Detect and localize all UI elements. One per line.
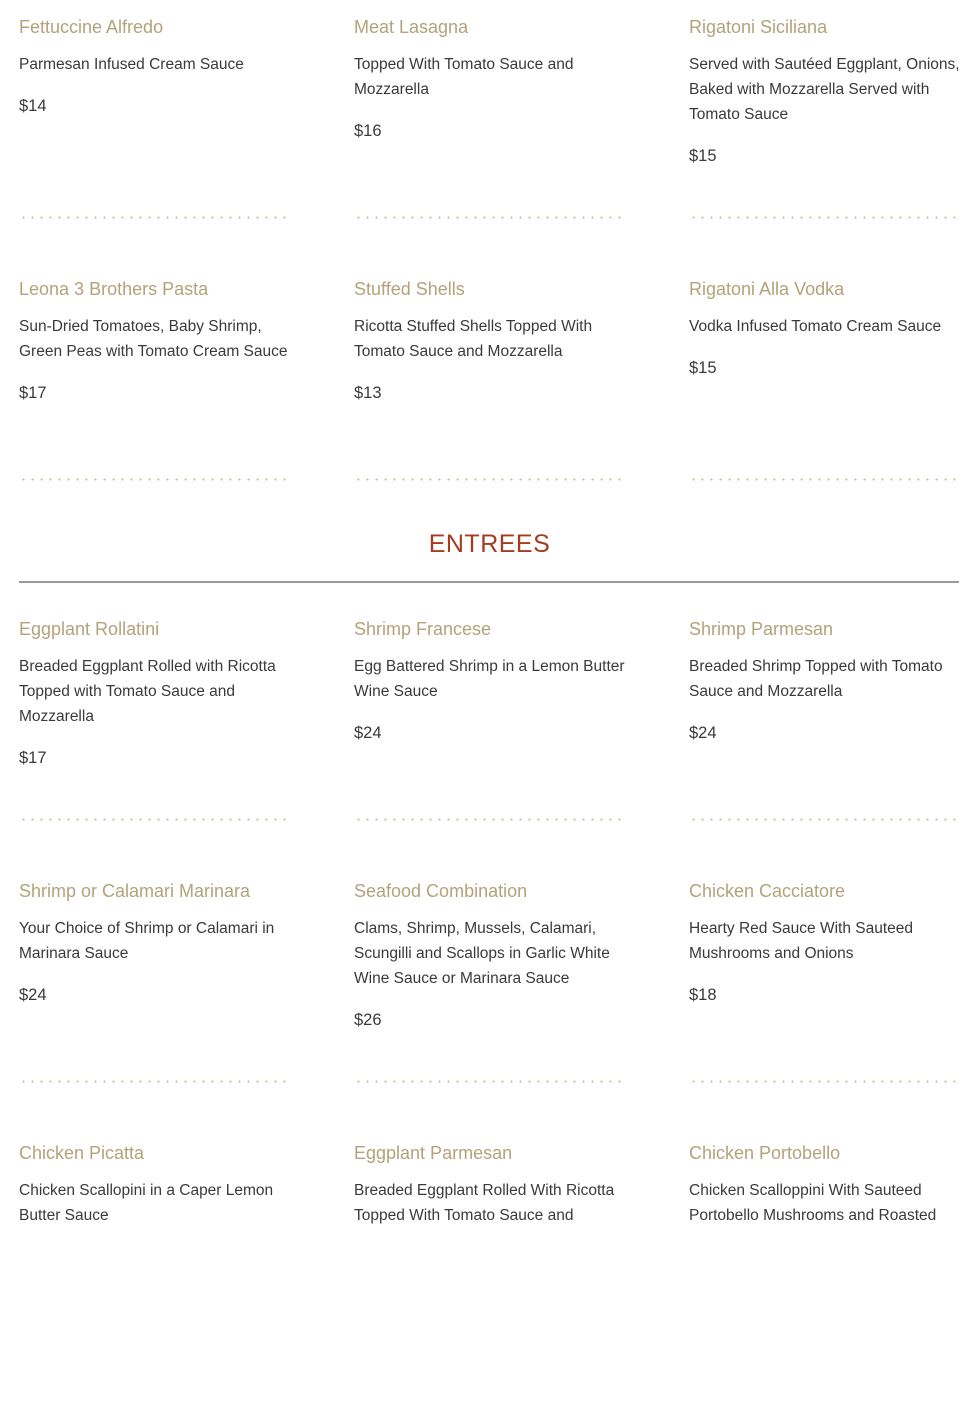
menu-item <box>354 616 624 878</box>
dotted-divider <box>354 216 624 219</box>
menu-item-name: Chicken Picatta <box>19 1143 145 1163</box>
menu-item-description: Clams, Shrimp, Mussels, Calamari, Scungilli and Scallops in Garlic White Wine Sauce or Marinara Sauce <box>354 920 610 987</box>
menu-item-name: Leona 3 Brothers Pasta <box>19 279 209 299</box>
menu-item-price: $17 <box>19 384 47 402</box>
menu-item-name: Chicken Cacciatore <box>689 881 846 901</box>
menu-item-name: Stuffed Shells <box>354 279 465 299</box>
menu-item <box>689 616 959 878</box>
menu-item-price: $24 <box>354 724 382 742</box>
menu-item-name: Rigatoni Alla Vodka <box>689 279 845 299</box>
menu-item <box>354 1140 624 1402</box>
menu-item-description: Parmesan Infused Cream Sauce <box>19 56 244 73</box>
section-title-entrees: ENTREES <box>428 530 551 558</box>
menu-item-description: Breaded Eggplant Rolled With Ricotta Topped With Tomato Sauce and <box>354 1182 615 1224</box>
dotted-divider <box>689 1080 959 1083</box>
menu-item-description: Topped With Tomato Sauce and Mozzarella <box>354 56 574 98</box>
menu-item-price: $24 <box>689 724 717 742</box>
menu-item <box>689 878 959 1140</box>
section-divider <box>19 581 959 583</box>
dotted-divider <box>689 478 959 481</box>
menu-item-price: $15 <box>689 359 717 377</box>
menu-item-price: $16 <box>354 122 382 140</box>
menu-item-price: $26 <box>354 1011 382 1029</box>
menu-item <box>19 878 289 1140</box>
menu-item <box>19 1140 289 1402</box>
dotted-divider <box>19 818 289 821</box>
dotted-divider <box>354 818 624 821</box>
menu-item <box>689 276 959 538</box>
menu-item-name: Chicken Portobello <box>689 1143 841 1163</box>
menu-item-description: Hearty Red Sauce With Sauteed Mushrooms and Onions <box>689 920 914 962</box>
menu-item-description: Egg Battered Shrimp in a Lemon Butter Wine Sauce <box>354 658 625 700</box>
menu-item-price: $17 <box>19 749 47 767</box>
menu-item <box>19 616 289 878</box>
menu-item <box>19 276 289 538</box>
menu-item-name: Eggplant Rollatini <box>19 619 160 639</box>
menu-item-price: $14 <box>19 97 47 115</box>
menu-item-name: Shrimp Parmesan <box>689 619 834 639</box>
menu-item-description: Chicken Scallopini in a Caper Lemon Butter Sauce <box>19 1182 274 1224</box>
menu-item-price: $24 <box>19 986 47 1004</box>
menu-item-price: $15 <box>689 147 717 165</box>
menu-item <box>354 878 624 1140</box>
menu-item <box>689 14 959 276</box>
dotted-divider <box>354 478 624 481</box>
menu-item-description: Chicken Scalloppini With Sauteed Portobello Mushrooms and Roasted <box>689 1182 937 1224</box>
menu-item-description: Your Choice of Shrimp or Calamari in Marinara Sauce <box>19 920 275 962</box>
dotted-divider <box>19 478 289 481</box>
menu-item-name: Seafood Combination <box>354 881 528 901</box>
dotted-divider <box>354 1080 624 1083</box>
menu-item <box>19 14 289 276</box>
menu-item <box>689 1140 959 1402</box>
menu-item-name: Fettuccine Alfredo <box>19 17 164 37</box>
menu-item-description: Served with Sautéed Eggplant, Onions, Baked with Mozzarella Served with Tomato Sauce <box>689 56 960 123</box>
menu-item-description: Sun-Dried Tomatoes, Baby Shrimp, Green Peas with Tomato Cream Sauce <box>19 318 288 360</box>
menu-item-price: $13 <box>354 384 382 402</box>
menu-item-description: Ricotta Stuffed Shells Topped With Tomato Sauce and Mozzarella <box>354 318 593 360</box>
menu-item <box>354 14 624 276</box>
menu-item-description: Vodka Infused Tomato Cream Sauce <box>689 318 942 335</box>
entrees-menu-grid <box>19 616 959 1402</box>
dotted-divider <box>689 216 959 219</box>
menu-item-description: Breaded Eggplant Rolled with Ricotta Topped with Tomato Sauce and Mozzarella <box>19 658 276 725</box>
menu-item-name: Shrimp Francese <box>354 619 492 639</box>
dotted-divider <box>19 216 289 219</box>
menu-item-name: Shrimp or Calamari Marinara <box>19 881 251 901</box>
menu-item-price: $18 <box>689 986 717 1004</box>
dotted-divider <box>19 1080 289 1083</box>
menu-item-name: Meat Lasagna <box>354 17 469 37</box>
menu-item-name: Rigatoni Siciliana <box>689 17 828 37</box>
menu-item-description: Breaded Shrimp Topped with Tomato Sauce and Mozzarella <box>689 658 943 700</box>
pasta-menu-grid <box>19 14 959 538</box>
menu-item-name: Eggplant Parmesan <box>354 1143 513 1163</box>
dotted-divider <box>689 818 959 821</box>
menu-item <box>354 276 624 538</box>
